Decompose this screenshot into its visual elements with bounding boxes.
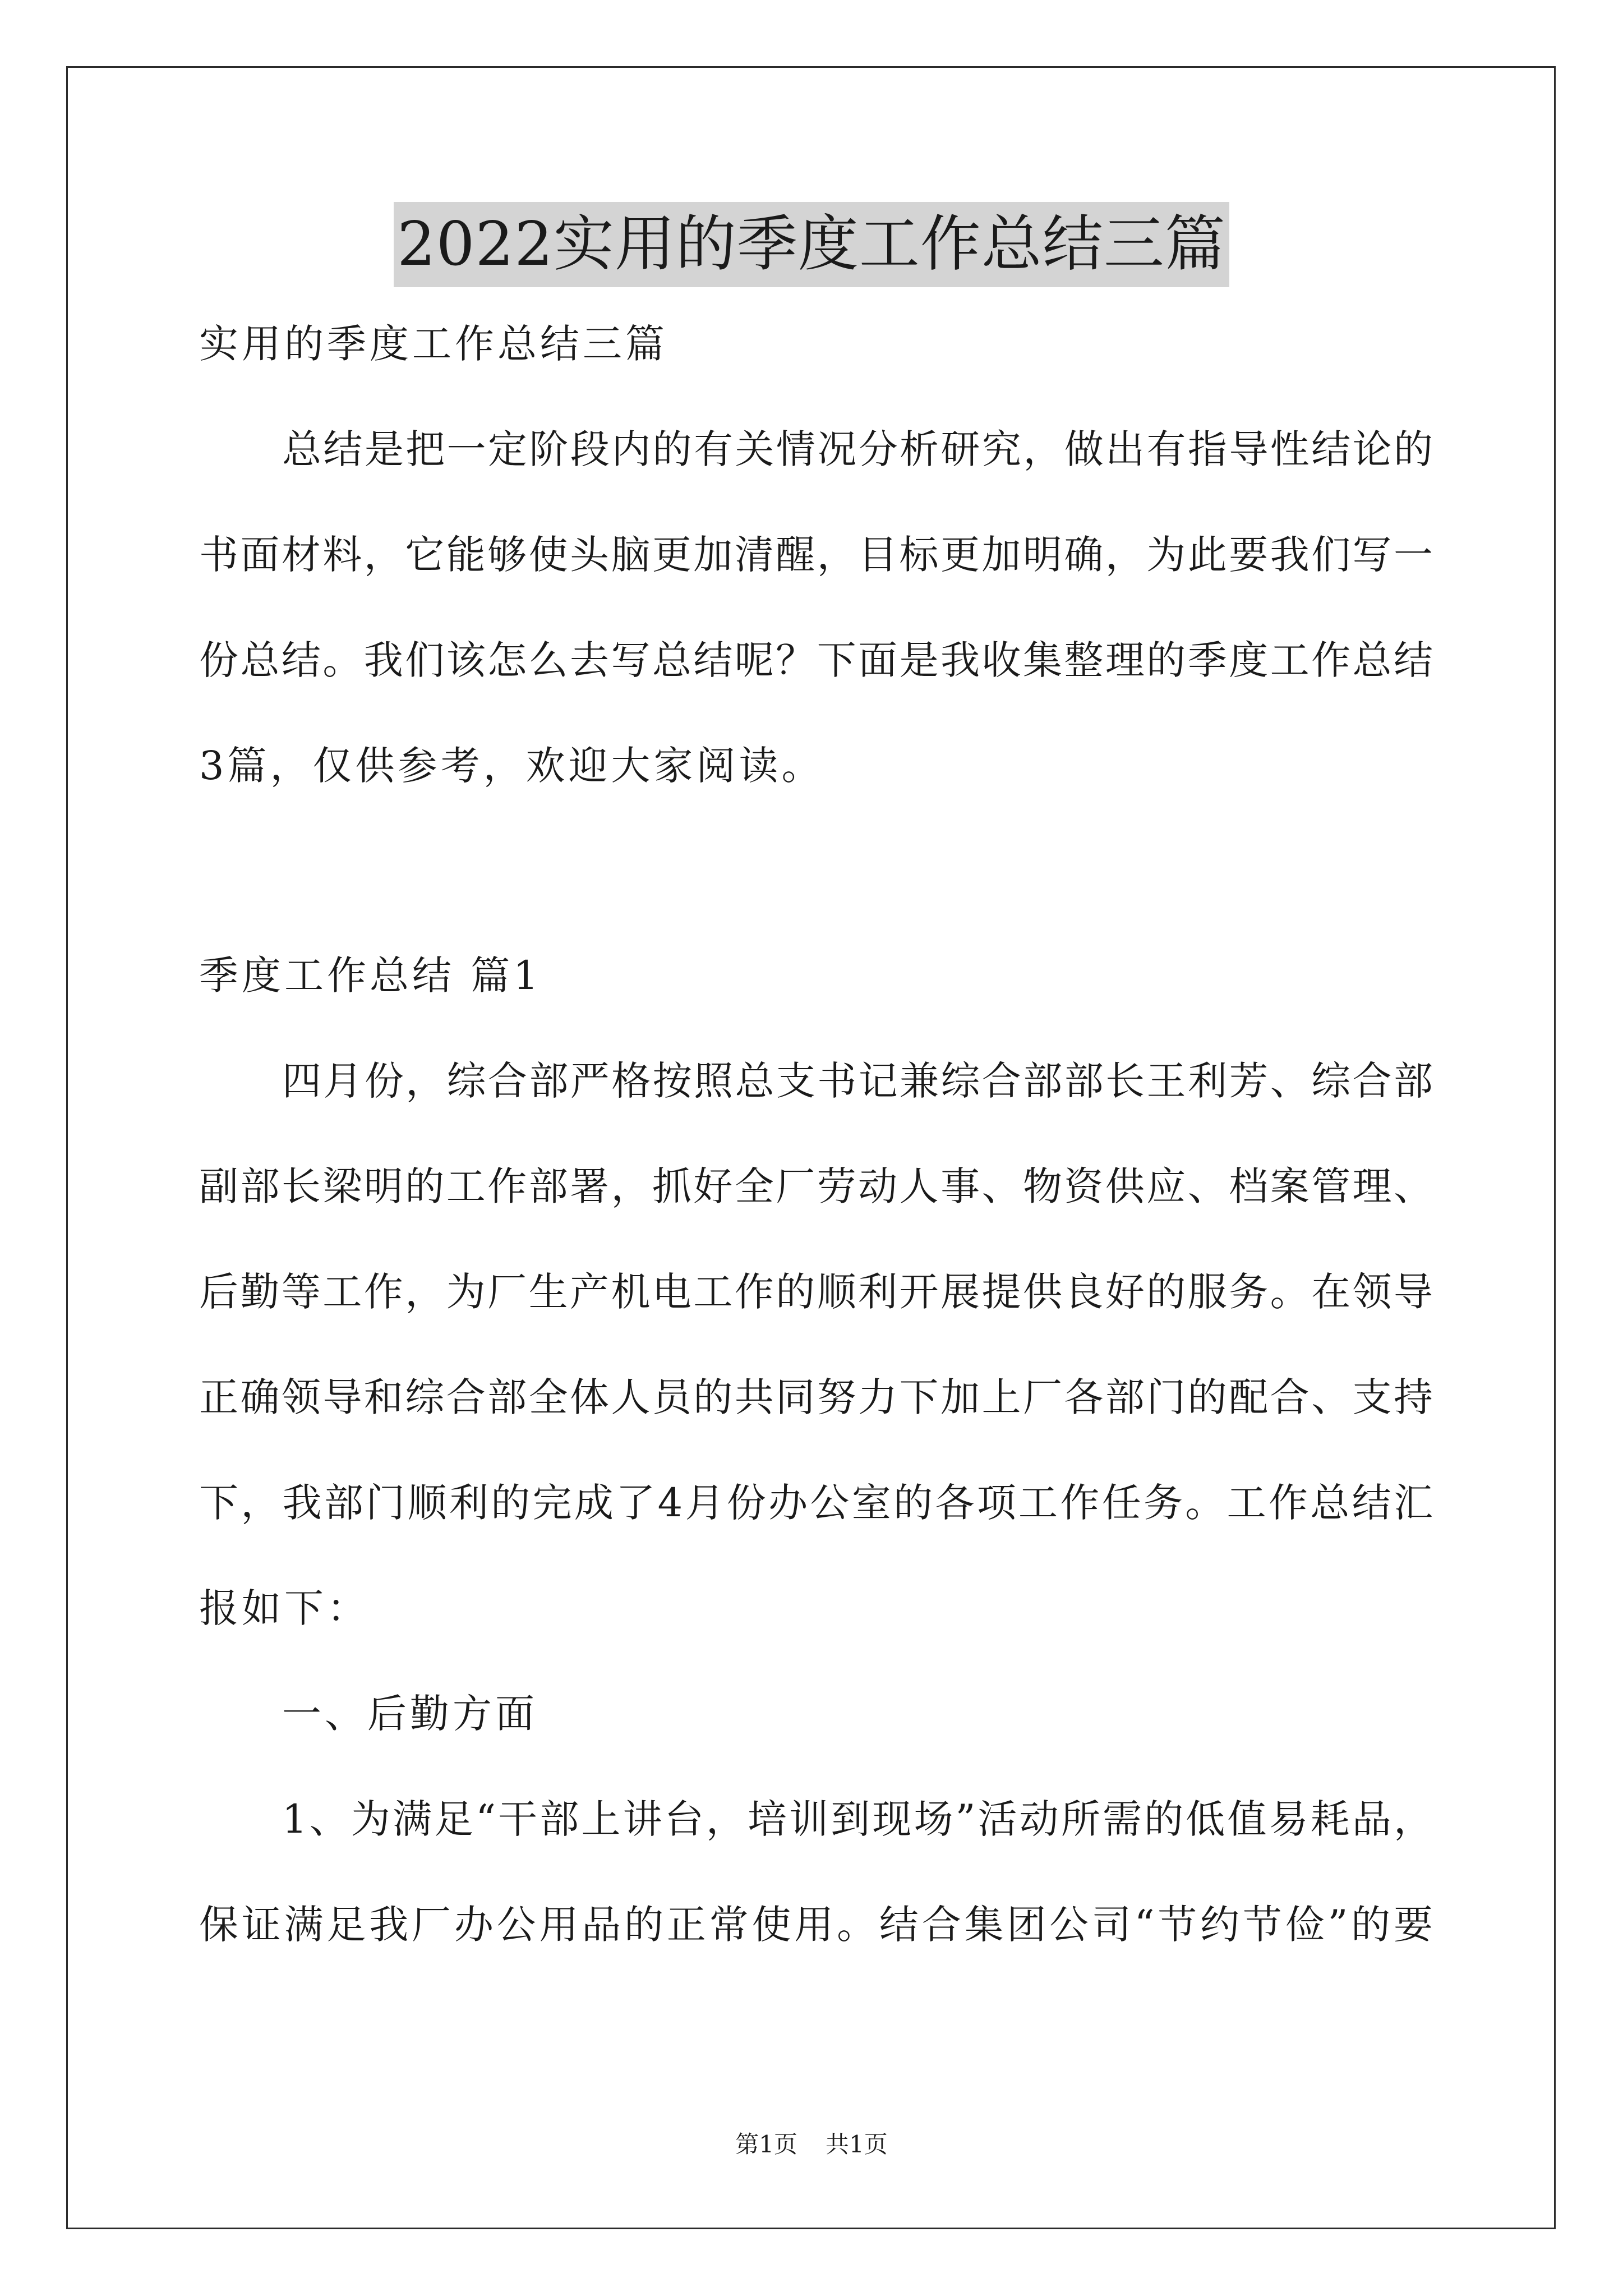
intro-line: 份总结。我们该怎么去写总结呢？下面是我收集整理的季度工作总结	[199, 637, 1433, 683]
section-line: 正确领导和综合部全体人员的共同努力下加上厂各部门的配合、支持	[199, 1374, 1433, 1420]
section-heading: 季度工作总结 篇1	[199, 953, 542, 999]
section-line: 副部长梁明的工作部署，抓好全厂劳动人事、物资供应、档案管理、	[199, 1163, 1433, 1209]
intro-line: 3篇，仅供参考，欢迎大家阅读。	[199, 743, 824, 789]
document-title: 2022实用的季度工作总结三篇	[394, 202, 1229, 287]
page-footer	[0, 2129, 1623, 2160]
section-line: 四月份，综合部严格按照总支书记兼综合部部长王利芳、综合部	[282, 1058, 1433, 1104]
page-number: 第1页	[735, 2131, 797, 2158]
page-total: 共1页	[826, 2131, 888, 2158]
section-line: 报如下：	[199, 1585, 370, 1631]
title-container	[0, 202, 1623, 287]
intro-line: 书面材料，它能够使头脑更加清醒，目标更加明确，为此要我们写一	[199, 532, 1433, 578]
section-line: 下，我部门顺利的完成了4月份办公室的各项工作任务。工作总结汇	[199, 1480, 1433, 1526]
document-subtitle: 实用的季度工作总结三篇	[199, 321, 668, 367]
intro-line: 总结是把一定阶段内的有关情况分析研究，做出有指导性结论的	[282, 426, 1433, 472]
item-line: 保证满足我厂办公用品的正常使用。结合集团公司“节约节俭”的要	[199, 1902, 1433, 1948]
item-line: 1、为满足“干部上讲台，培训到现场”活动所需的低值易耗品，	[282, 1796, 1433, 1842]
section-line: 后勤等工作，为厂生产机电工作的顺利开展提供良好的服务。在领导	[199, 1269, 1433, 1315]
subheading: 一、后勤方面	[282, 1691, 538, 1737]
